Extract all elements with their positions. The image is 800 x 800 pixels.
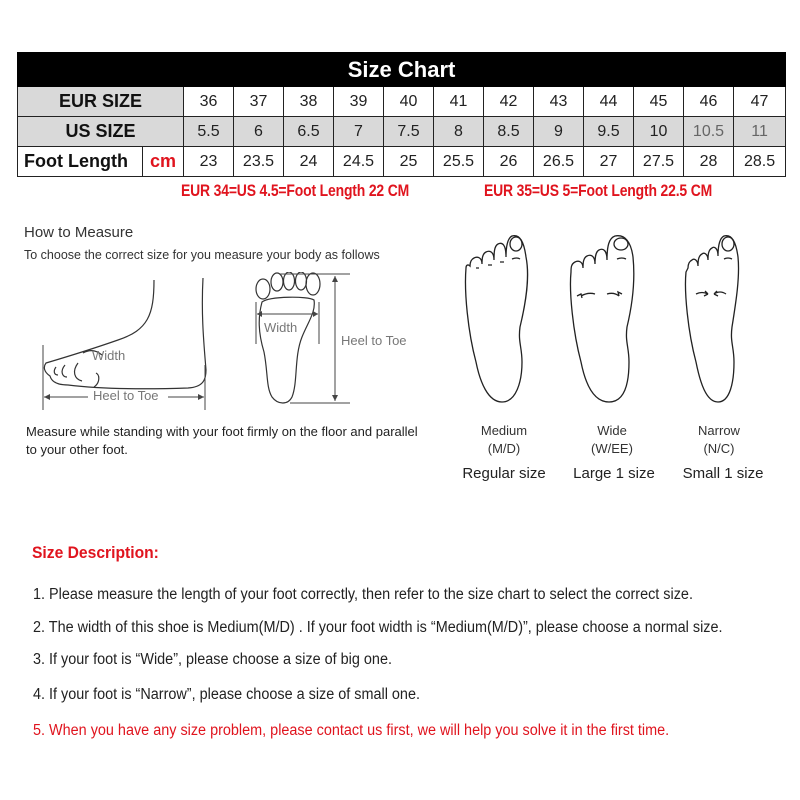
- foot-type-wide: [567, 422, 657, 458]
- us-size-cell: 10: [634, 117, 684, 147]
- side-heel-to-toe-label: Heel to Toe: [93, 388, 159, 403]
- us-size-cell: 7.5: [384, 117, 434, 147]
- eur-size-cell: 44: [584, 87, 634, 117]
- foot-length-cell: 28.5: [734, 147, 786, 177]
- eur-size-row: [18, 87, 786, 117]
- size-description-contact-item: 5. When you have any size problem, please contact us first, we will help you solve it in the first time.: [33, 722, 670, 739]
- eur-size-cell: 39: [334, 87, 384, 117]
- side-width-label: Width: [92, 348, 126, 363]
- foot-type-narrow-code: (N/C): [703, 441, 735, 456]
- narrow-foot-icon: [678, 232, 758, 412]
- size-chart-table: [17, 52, 786, 177]
- foot-length-cell: 23: [184, 147, 234, 177]
- foot-type-medium: [459, 422, 549, 458]
- medium-foot-icon: [460, 232, 540, 412]
- size-description-title: Size Description:: [32, 543, 159, 562]
- foot-length-row: [18, 147, 786, 177]
- foot-length-cell: 27.5: [634, 147, 684, 177]
- foot-length-cell: 25.5: [434, 147, 484, 177]
- foot-length-cell: 26: [484, 147, 534, 177]
- us-size-cell: 5.5: [184, 117, 234, 147]
- us-size-label: US SIZE: [18, 117, 184, 147]
- wide-foot-icon: [567, 232, 647, 412]
- foot-length-cell: 28: [684, 147, 734, 177]
- size-description-item: 2. The width of this shoe is Medium(M/D) . If your foot width is “Medium(M/D)”, please choose a normal size.: [33, 619, 723, 636]
- sole-heel-to-toe-label: Heel to Toe: [341, 333, 407, 348]
- eur-size-cell: 46: [684, 87, 734, 117]
- us-size-cell: 11: [734, 117, 786, 147]
- eur-size-cell: 40: [384, 87, 434, 117]
- eur-size-cell: 38: [284, 87, 334, 117]
- conversion-note-eur35: EUR 35=US 5=Foot Length 22.5 CM: [484, 181, 713, 200]
- eur-size-cell: 37: [234, 87, 284, 117]
- eur-size-cell: 41: [434, 87, 484, 117]
- foot-type-narrow-name: Narrow: [698, 423, 740, 438]
- sole-width-label: Width: [264, 320, 298, 335]
- measure-instruction: Measure while standing with your foot firmly on the floor and parallel to your other foot.: [26, 424, 418, 457]
- foot-type-narrow-recommendation: Small 1 size: [682, 465, 764, 482]
- foot-length-cell: 23.5: [234, 147, 284, 177]
- foot-length-cell: 25: [384, 147, 434, 177]
- eur-size-cell: 42: [484, 87, 534, 117]
- eur-size-label: EUR SIZE: [18, 87, 184, 117]
- us-size-cell: 10.5: [684, 117, 734, 147]
- eur-size-cell: 43: [534, 87, 584, 117]
- foot-type-wide-name: Wide: [597, 423, 627, 438]
- foot-type-medium-code: (M/D): [487, 441, 521, 456]
- size-description-item: 4. If your foot is “Narrow”, please choose a size of small one.: [33, 686, 420, 703]
- foot-length-label: Foot Length: [18, 147, 143, 177]
- foot-length-cell: 26.5: [534, 147, 584, 177]
- us-size-cell: 9: [534, 117, 584, 147]
- us-size-cell: 6.5: [284, 117, 334, 147]
- us-size-cell: 8.5: [484, 117, 534, 147]
- foot-type-medium-recommendation: Regular size: [462, 465, 546, 482]
- size-description-item: 1. Please measure the length of your foot correctly, then refer to the size chart to select the correct size.: [33, 586, 693, 603]
- foot-length-unit: cm: [143, 147, 184, 177]
- eur-size-cell: 47: [734, 87, 786, 117]
- us-size-row: [18, 117, 786, 147]
- eur-size-cell: 36: [184, 87, 234, 117]
- sole-foot-icon: [250, 272, 350, 407]
- us-size-cell: 9.5: [584, 117, 634, 147]
- how-to-measure-title: How to Measure: [24, 224, 134, 241]
- size-description-item: 3. If your foot is “Wide”, please choose a size of big one.: [33, 651, 392, 668]
- foot-length-cell: 24: [284, 147, 334, 177]
- foot-type-medium-name: Medium: [480, 423, 528, 438]
- foot-type-narrow: [674, 422, 764, 458]
- conversion-note-eur34: EUR 34=US 4.5=Foot Length 22 CM: [181, 181, 410, 200]
- us-size-cell: 7: [334, 117, 384, 147]
- size-chart-title: Size Chart: [18, 53, 786, 87]
- eur-size-cell: 45: [634, 87, 684, 117]
- how-to-measure-subtitle: To choose the correct size for you measure your body as follows: [24, 248, 380, 262]
- foot-length-cell: 24.5: [334, 147, 384, 177]
- us-size-cell: 6: [234, 117, 284, 147]
- us-size-cell: 8: [434, 117, 484, 147]
- foot-length-cell: 27: [584, 147, 634, 177]
- foot-type-wide-code: (W/EE): [591, 441, 633, 456]
- foot-type-wide-recommendation: Large 1 size: [573, 465, 655, 482]
